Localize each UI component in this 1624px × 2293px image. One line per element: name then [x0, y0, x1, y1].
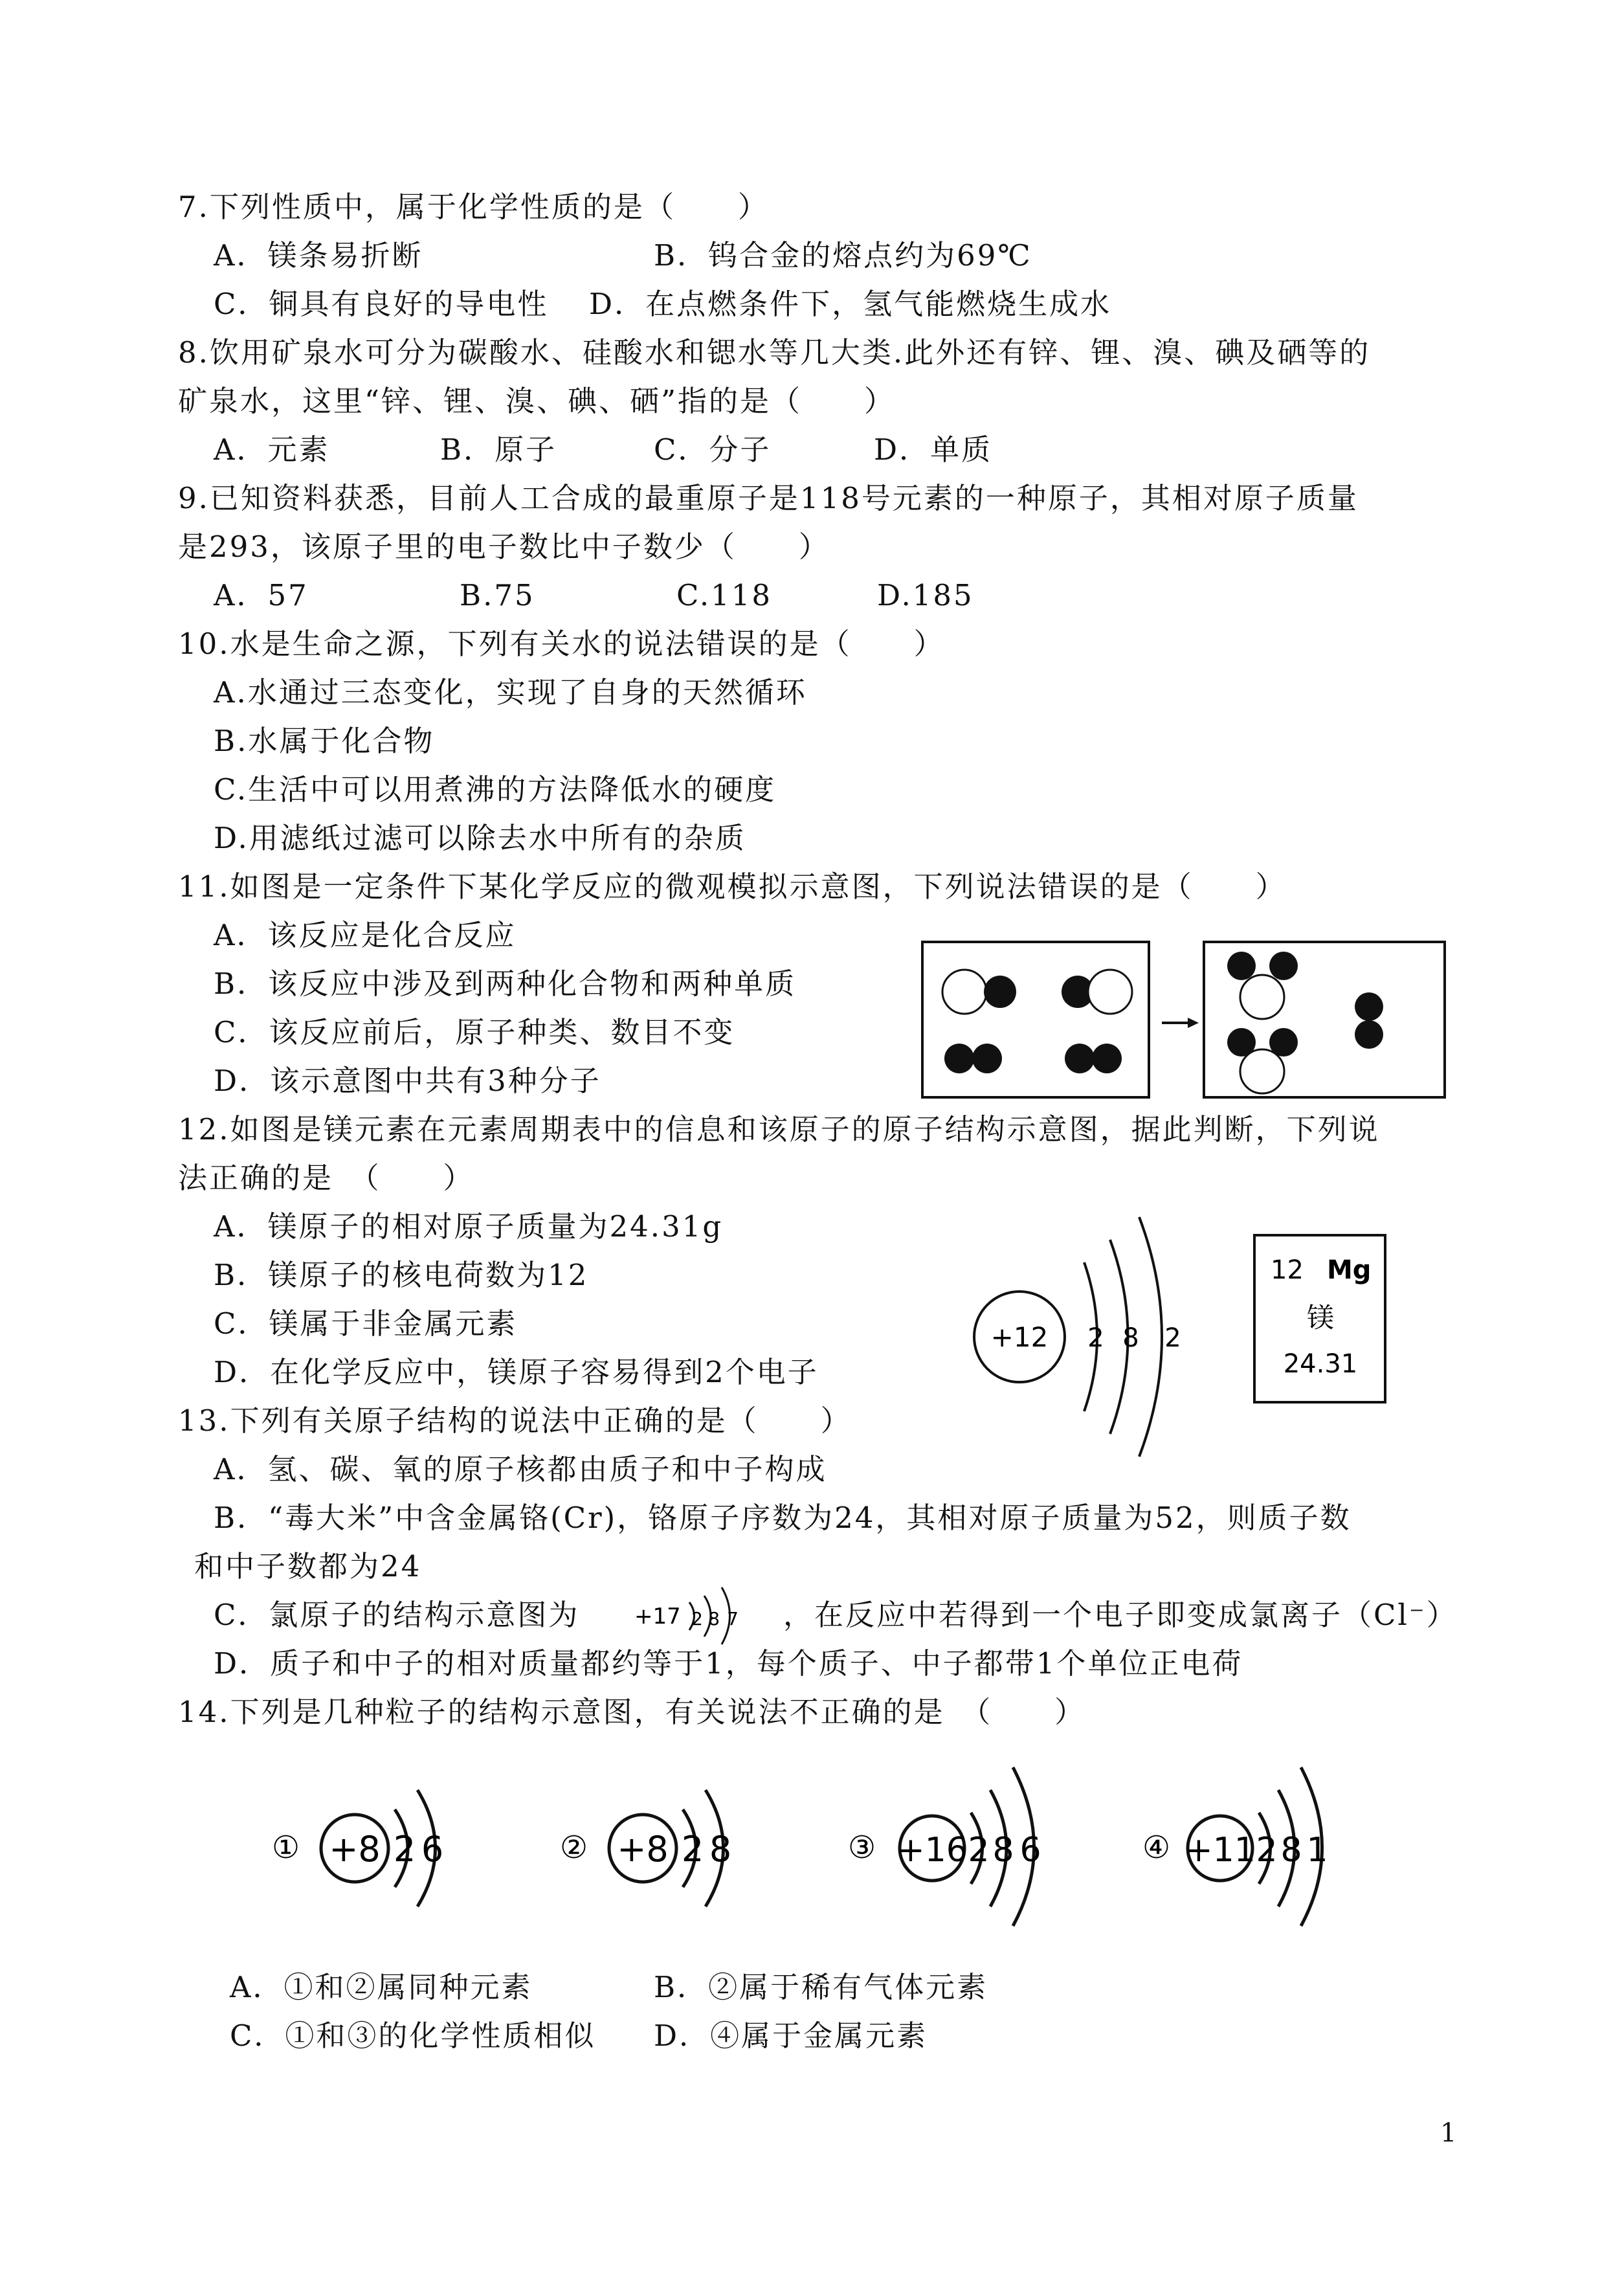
page-number: 1	[1440, 2118, 1457, 2148]
q11-option-a: A．该反应是化合反应	[214, 918, 517, 952]
q7-stem: 7.下列性质中，属于化学性质的是（ ）	[178, 190, 769, 224]
q12-option-c: C．镁属于非金属元素	[214, 1306, 518, 1341]
q12-option-d: D．在化学反应中，镁原子容易得到2个电子	[214, 1355, 819, 1389]
cl-nucleus-charge: +17	[634, 1604, 681, 1629]
q9-option-d: D.185	[877, 578, 974, 612]
nucleus-charge: +12	[990, 1321, 1049, 1353]
q10-option-a: A.水通过三态变化，实现了自身的天然循环	[214, 675, 807, 710]
particle-2-nucleus: +8	[617, 1829, 669, 1870]
particle-4-shell-2: 8	[1280, 1831, 1302, 1870]
element-name: 镁	[1306, 1302, 1335, 1334]
particle-1-shell-2: 6	[421, 1829, 444, 1870]
reactant-box	[922, 942, 1149, 1097]
cl-shell-2-count: 8	[708, 1608, 720, 1629]
q11-option-c: C．该反应前后，原子种类、数目不变	[214, 1015, 735, 1049]
q14-option-b: B．②属于稀有气体元素	[654, 1970, 988, 2004]
q12-option-b: B．镁原子的核电荷数为12	[214, 1258, 589, 1292]
q13-option-c-prefix: C．氯原子的结构示意图为	[214, 1598, 580, 1632]
q9-option-b: B.75	[460, 578, 535, 612]
particle-4-mark: ④	[1142, 1829, 1171, 1866]
q7-option-d: D．在点燃条件下，氢气能燃烧生成水	[589, 287, 1112, 321]
particle-4	[1142, 1767, 1328, 1926]
cl-shell-3-count: 7	[727, 1608, 739, 1629]
q13-option-b-line1: B．“毒大米”中含金属铬(Cr)，铬原子序数为24，其相对原子质量为52，则质子数	[214, 1501, 1351, 1535]
q12-option-a: A．镁原子的相对原子质量为24.31g	[214, 1209, 724, 1244]
shell-1-count: 2	[1087, 1323, 1104, 1353]
q7-option-a: A．镁条易折断	[214, 238, 423, 273]
mg-periodic-cell	[1252, 1233, 1388, 1405]
q12-stem-line1: 12.如图是镁元素在元素周期表中的信息和该原子的原子结构示意图，据此判断，下列说	[178, 1112, 1380, 1146]
particle-3-shell-2: 8	[992, 1831, 1014, 1870]
q13-option-a: A．氢、碳、氧的原子核都由质子和中子构成	[214, 1452, 827, 1486]
reaction-diagram	[919, 939, 1450, 1107]
particle-4-nucleus: +11	[1185, 1831, 1256, 1870]
q13-option-c-suffix: ，在反应中若得到一个电子即变成氯离子（Cl⁻）	[783, 1598, 1458, 1632]
q8-option-c: C．分子	[654, 432, 772, 467]
atomic-mass: 24.31	[1283, 1349, 1358, 1379]
particle-2-shell-2: 8	[709, 1829, 732, 1870]
cl-atom-structure-diagram	[628, 1580, 764, 1651]
q13-option-d: D．质子和中子的相对质量都约等于1，每个质子、中子都带1个单位正电荷	[214, 1646, 1243, 1681]
particle-1-mark: ①	[272, 1829, 300, 1866]
q10-option-b: B.水属于化合物	[214, 724, 435, 758]
q8-option-d: D．单质	[874, 432, 993, 467]
q14-option-a: A．①和②属同种元素	[230, 1970, 533, 2004]
q7-option-c: C．铜具有良好的导电性	[214, 287, 549, 321]
q9-stem-line1: 9.已知资料获悉，目前人工合成的最重原子是118号元素的一种原子，其相对原子质量	[178, 481, 1359, 515]
particle-1	[272, 1790, 443, 1907]
q13-option-b-line2: 和中子数都为24	[194, 1549, 422, 1583]
particle-2-mark: ②	[560, 1829, 588, 1866]
element-symbol: Mg	[1327, 1255, 1372, 1285]
particle-3-shell-3: 6	[1019, 1831, 1041, 1870]
q8-stem-line1: 8.饮用矿泉水可分为碳酸水、硅酸水和锶水等几大类.此外还有锌、锂、溴、碘及硒等的	[178, 335, 1371, 370]
particle-2	[560, 1790, 731, 1907]
shell-2-count: 8	[1122, 1323, 1139, 1353]
q14-option-d: D．④属于金属元素	[654, 2019, 928, 2053]
q8-option-b: B．原子	[440, 432, 557, 467]
q10-option-d: D.用滤纸过滤可以除去水中所有的杂质	[214, 821, 746, 855]
q14-option-c: C．①和③的化学性质相似	[230, 2019, 596, 2053]
q9-option-c: C.118	[676, 578, 773, 612]
particle-3-shell-1: 2	[968, 1831, 990, 1870]
shell-3-count: 2	[1164, 1323, 1181, 1353]
q9-stem-line2: 是293，该原子里的电子数比中子数少（ ）	[178, 530, 830, 564]
q12-stem-line2: 法正确的是 （ ）	[178, 1161, 474, 1195]
particle-3	[848, 1767, 1041, 1926]
mg-atom-structure-diagram	[971, 1211, 1217, 1463]
q7-option-b: B．钨合金的熔点约为69℃	[654, 238, 1032, 273]
q13-stem: 13.下列有关原子结构的说法中正确的是（ ）	[178, 1404, 852, 1438]
particle-2-shell-1: 2	[681, 1829, 704, 1870]
cl-shell-1-count: 2	[691, 1608, 703, 1629]
q11-option-b: B．该反应中涉及到两种化合物和两种单质	[214, 967, 797, 1001]
q10-option-c: C.生活中可以用煮沸的方法降低水的硬度	[214, 772, 777, 807]
particle-3-mark: ③	[848, 1829, 876, 1866]
particle-3-nucleus: +16	[896, 1831, 968, 1870]
q10-stem: 10.水是生命之源，下列有关水的说法错误的是（ ）	[178, 627, 945, 661]
q9-option-a: A．57	[214, 578, 309, 612]
q8-stem-line2: 矿泉水，这里“锌、锂、溴、碘、硒”指的是（ ）	[178, 384, 896, 418]
particle-4-shell-3: 1	[1306, 1831, 1328, 1870]
particle-structures-diagram	[259, 1761, 1392, 1929]
q14-stem: 14.下列是几种粒子的结构示意图，有关说法不正确的是 （ ）	[178, 1695, 1086, 1729]
atomic-number: 12	[1271, 1255, 1304, 1285]
q11-stem: 11.如图是一定条件下某化学反应的微观模拟示意图，下列说法错误的是（ ）	[178, 869, 1287, 904]
particle-4-shell-1: 2	[1256, 1831, 1278, 1870]
particle-1-shell-1: 2	[393, 1829, 416, 1870]
q8-option-a: A．元素	[214, 432, 330, 467]
particle-1-nucleus: +8	[329, 1829, 381, 1870]
q11-option-d: D．该示意图中共有3种分子	[214, 1064, 601, 1098]
